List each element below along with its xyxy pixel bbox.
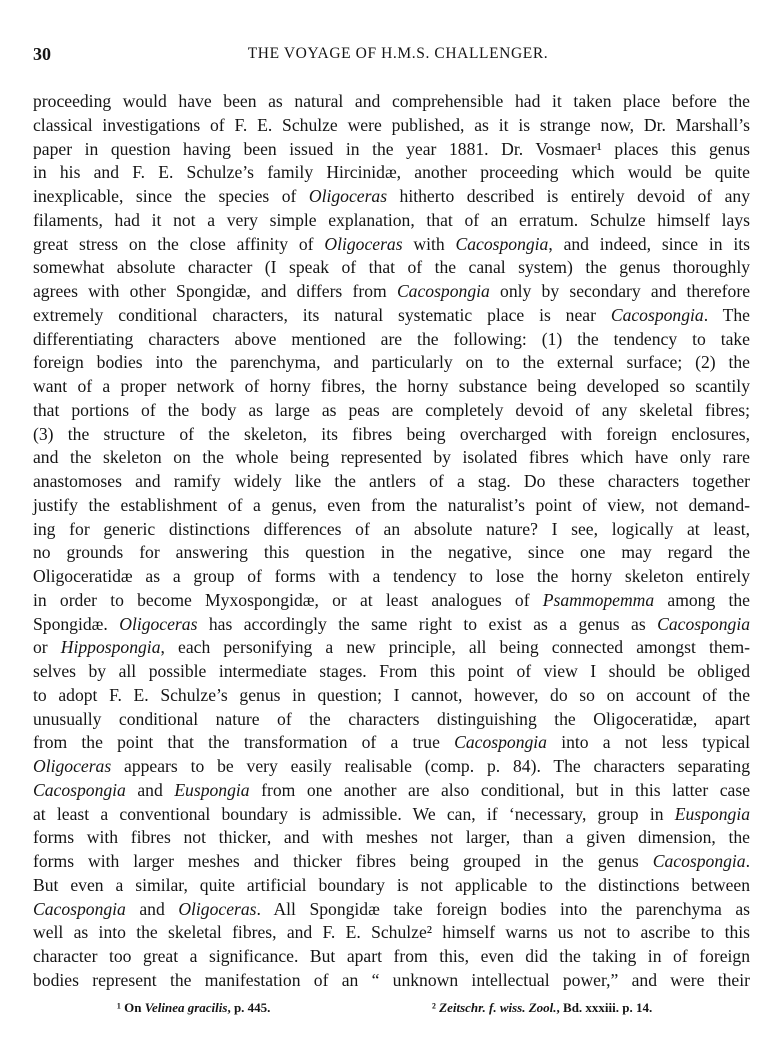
text-run: appears to be very easily realisable (comp. p. 84). The characters separating: [111, 756, 750, 776]
text-run: forms with larger meshes and thicker fibres being grouped in the genus: [33, 851, 653, 871]
text-line: [33, 423, 750, 447]
text-line: [33, 684, 750, 708]
text-run: Oligoceratidæ as a group of forms with a tendency to lose the horny skeleton entirely: [33, 566, 750, 586]
text-line: [33, 328, 750, 352]
text-run: , and indeed, since in its: [548, 233, 750, 254]
text-line: [33, 90, 750, 114]
italic-taxon-name: Cacospongia: [610, 304, 704, 325]
italic-taxon-name: Oligoceras: [119, 613, 198, 634]
text-line: [33, 518, 750, 542]
italic-taxon-name: Psammopemma: [542, 589, 655, 610]
text-line: [33, 826, 750, 850]
text-run: forms with fibres not thicker, and with meshes not larger, than a given dimension, the: [33, 827, 750, 848]
footnote-ref: , Bd. xxxiii. p. 14.: [556, 1000, 653, 1015]
text-run: in his and F. E. Schulze’s family Hircinidæ, another proceeding which would be quite: [33, 162, 750, 183]
italic-taxon-name: Cacospongia: [455, 233, 549, 254]
text-run: and the skeleton on the whole being represented by isolated fibres which have only rare: [33, 447, 750, 468]
text-line: [33, 613, 750, 637]
text-line: [33, 969, 750, 993]
text-line: [33, 803, 750, 827]
text-run: classical investigations of F. E. Schulze were published, as it is strange now, Dr. Marshall’s: [33, 114, 750, 135]
text-run: has accordingly the same right to exist as a genus as: [197, 613, 658, 634]
text-run: Spongidæ.: [33, 613, 120, 634]
text-line: [33, 138, 750, 162]
text-run: . The: [703, 304, 750, 325]
text-run: at least a conventional boundary is admissible. We can, if ‘necessary, group in: [33, 803, 675, 824]
text-run: agrees with other Spongidæ, and differs from: [33, 281, 397, 301]
text-line: [33, 565, 750, 589]
italic-taxon-name: Cacospongia: [396, 281, 490, 301]
text-line: [33, 660, 750, 684]
text-run: in order to become Myxospongidæ, or at least analogues of: [33, 589, 543, 610]
text-run: ing for generic distinctions differences of an absolute nature? I see, logically at least,: [33, 518, 750, 539]
text-run: want of a proper network of horny fibres, the horny substance being developed so scantily: [33, 376, 750, 396]
italic-taxon-name: Oligoceras: [178, 898, 257, 919]
text-run: foreign bodies into the parenchyma, and particularly on to the external surface; (2) the: [33, 352, 750, 373]
text-line: [33, 304, 750, 328]
text-line: [33, 351, 750, 375]
page-number: 30: [33, 44, 51, 64]
text-run: only by secondary and therefore: [489, 281, 751, 301]
text-run: great stress on the close affinity of: [33, 233, 325, 254]
text-run: extremely conditional characters, its natural systematic place is near: [33, 304, 611, 325]
text-line: [33, 755, 750, 779]
text-run: , each personifying a new principle, all being connected amongst them-: [160, 637, 750, 658]
text-run: from one another are also conditional, but in this latter case: [249, 779, 750, 800]
text-line: [33, 731, 750, 755]
text-run: well as into the skeletal fibres, and F. E. Schulze² himself warns us not to ascribe to this: [33, 922, 750, 943]
italic-taxon-name: Oligoceras: [308, 186, 388, 206]
text-run: proceeding would have been as natural and comprehensible had it taken place before the: [33, 91, 750, 111]
footnote-2: [432, 1000, 652, 1016]
footnote-mark: ²: [432, 1000, 440, 1015]
text-run: somewhat absolute character (I speak of that of the canal system) the genus thoroughly: [33, 257, 750, 278]
text-run: differentiating characters above mentioned are the following: (1) the tendency to take: [33, 328, 750, 349]
italic-taxon-name: Cacospongia: [652, 851, 746, 871]
footnote-title: Zeitschr. f. wiss. Zool.: [439, 1000, 557, 1015]
text-run: bodies represent the manifestation of an “ unknown intellectual power,” and were their: [33, 969, 750, 990]
italic-taxon-name: Oligoceras: [33, 756, 112, 776]
text-run: inexplicable, since the species of: [33, 186, 309, 206]
text-run: (3) the structure of the skeleton, its fibres being overcharged with foreign enclosures,: [33, 423, 750, 444]
text-line: [33, 256, 750, 280]
text-run: unusually conditional nature of the characters distinguishing the Oligoceratidæ, apart: [33, 708, 750, 729]
italic-taxon-name: Oligoceras: [324, 233, 403, 254]
text-run: and: [125, 898, 179, 919]
body-text: [33, 90, 750, 993]
text-run: with: [402, 233, 456, 254]
text-run: selves by all possible intermediate stages. From this point of view I should be obliged: [33, 661, 750, 681]
italic-taxon-name: Cacospongia: [33, 779, 126, 800]
text-line: [33, 541, 750, 565]
italic-taxon-name: Cacospongia: [454, 732, 547, 753]
text-line: [33, 114, 750, 138]
text-line: [33, 874, 750, 898]
footnote-title: Velinea gracilis: [144, 1000, 228, 1015]
text-run: anastomoses and ramify widely like the antlers of a stag. Do these characters together: [33, 471, 750, 491]
text-run: justify the establishment of a genus, even from the naturalist’s point of view, not demand-: [33, 494, 750, 515]
text-run: But even a similar, quite artificial boundary is not applicable to the distinctions between: [33, 874, 750, 895]
text-line: [33, 399, 750, 423]
text-line: [33, 636, 750, 660]
text-run: no grounds for answering this question in the negative, since one may regard the: [33, 542, 750, 563]
text-run: and: [125, 779, 175, 800]
text-run: .: [745, 851, 750, 871]
text-run: filaments, had it not a very simple explanation, that of an erratum. Schulze himself lays: [33, 209, 750, 230]
text-line: [33, 185, 750, 209]
text-line: [33, 209, 750, 233]
italic-taxon-name: Cacospongia: [657, 613, 750, 634]
text-run: that portions of the body as large as peas are completely devoid of any skeletal fibres;: [33, 399, 750, 420]
text-run: among the: [654, 589, 750, 610]
italic-taxon-name: Hippospongia: [60, 637, 161, 658]
text-line: [33, 708, 750, 732]
text-line: [33, 494, 750, 518]
text-line: [33, 779, 750, 803]
text-run: to adopt F. E. Schulze’s genus in question; I cannot, however, do so on account of the: [33, 684, 750, 705]
text-run: from the point that the transformation of a true: [33, 732, 455, 753]
text-line: [33, 921, 750, 945]
text-run: . All Spongidæ take foreign bodies into the parenchyma as: [256, 898, 751, 919]
text-line: [33, 161, 750, 185]
footnote-1: [117, 1000, 270, 1016]
italic-taxon-name: Euspongia: [174, 779, 250, 800]
text-run: paper in question having been issued in the year 1881. Dr. Vosmaer¹ places this genus: [33, 138, 750, 159]
footnote-ref: , p. 445.: [227, 1000, 271, 1015]
text-line: [33, 375, 750, 399]
text-line: [33, 446, 750, 470]
text-line: [33, 233, 750, 257]
text-run: character too great a significance. But apart from this, even did the taking in of foreign: [33, 946, 750, 966]
text-line: [33, 470, 750, 494]
text-run: into a not less typical: [546, 732, 751, 753]
text-run: hitherto described is entirely devoid of any: [387, 186, 750, 206]
italic-taxon-name: Euspongia: [674, 803, 750, 824]
italic-taxon-name: Cacospongia: [33, 898, 126, 919]
text-line: [33, 945, 750, 969]
text-line: [33, 589, 750, 613]
text-line: [33, 898, 750, 922]
text-run: or: [33, 637, 61, 658]
text-line: [33, 280, 750, 304]
footnote-mark: ¹ On: [117, 1000, 145, 1015]
running-title: THE VOYAGE OF H.M.S. CHALLENGER.: [247, 45, 549, 62]
text-line: [33, 850, 750, 874]
